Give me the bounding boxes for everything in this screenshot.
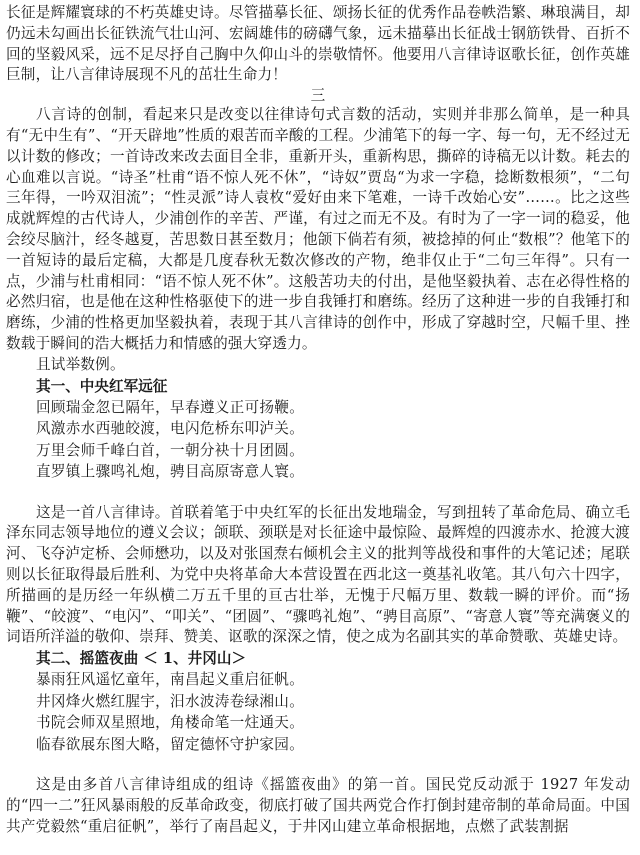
- poem-line: 万里会师千峰白首，一朝分袂十月团圆。: [36, 441, 305, 459]
- poem-line: 暴雨狂风遥忆童年，南昌起义重启征帆。: [36, 671, 305, 689]
- example1-poem: [6, 397, 630, 483]
- example2-commentary: 这是由多首八言律诗组成的组诗《摇篮夜曲》的第一首。国民党反动派于 1927 年发动的“四一二”狂风暴雨般的反革命政变，彻底打破了国共两党合作打倒封建帝制的革命局面。中国共产党毅然“重启征帆”，举行了南昌起义，于井冈山建立革命根据地，点燃了武装割据: [6, 776, 630, 835]
- poem-line: 回顾瑞金忽已隔年，早春遵义正可扬鞭。: [36, 398, 305, 416]
- poem-line: 风激赤水西驰皎渡，电闪危桥东叩泸关。: [36, 420, 305, 438]
- examples-intro: 且试举数例。: [36, 355, 125, 373]
- poem-line: 临春欲展东图大略，留定德怀守护家园。: [36, 735, 305, 753]
- spacer: [6, 755, 630, 775]
- example1-title: 其一、中央红军远征: [36, 377, 168, 395]
- example1-commentary: 这是一首八言律诗。首联着笔于中央红军的长征出发地瑞金，写到扭转了革命危局、确立毛泽东同志领导地位的遵义会议；颌联、颈联是对长征途中最惊险、最辉煌的四渡赤水、抢渡大渡河、飞夺泸定桥、会师懋功，以及对张国焘右倾机会主义的批判等战役和事件的大笔记述；尾联则以长征取得最后胜利、为党中央将革命大本营设置在西北这一奠基礼收笔。其八句六十四字，所描画的是历经一年纵横二万五千里的亘古壮举，无愧于尺幅万里、数载一瞬的评价。而“扬鞭”、“皎渡”、“电闪”、“叩关”、“团圆”、“骤鸣礼炮”、“骋目高原”、“寄意人寰”等充满褒义的词语所洋溢的敬仰、崇拜、赞美、讴歌的深深之情，使之成为名副其实的革命赞歌、英雄史诗。: [6, 503, 630, 646]
- main-paragraph: 八言诗的创制，看起来只是改变以往律诗句式言数的活动，实则并非那么简单，是一种具有“无中生有”、“开天辟地”性质的艰苦而辛酸的工程。少浦笔下的每一字、每一句，无不经过无以计数的修改；一首诗改来改去面目全非，重新开头，重新构思，撕碎的诗稿无以计数。耗去的心血难以言说。“诗圣”杜甫“语不惊人死不休”，“诗奴”贾岛“为求一字稳，捻断数根须”，“二句三年得，一吟双泪流”；“性灵派”诗人袁枚“爱好由来下笔难，一诗千改始心安”……。比之这些成就辉煌的古代诗人，少浦创作的辛苦、严谨，有过之而无不及。有时为了一字一词的稳妥，他会绞尽脑汁，经冬越夏，苦思数日甚至数月；他颌下倘若有须，被捻掉的何止“数根”？他笔下的一首短诗的最后定稿，大都是几度春秋无数次修改的产物，绝非仅止于“二句三年得”。只有一点，少浦与杜甫相同：“语不惊人死不休”。这般苦功夫的付出，是他坚毅执着、志在必得性格的必然归宿，也是他在这种性格驱使下的进一步自我锤打和磨练。经历了这种进一步的自我锤打和磨练，少浦的性格更加坚毅执着，表现于其八言律诗的创作中，形成了穿越时空，尺幅千里、挫数载于瞬间的浩大概括力和情感的强大穿透力。: [6, 106, 630, 352]
- poem-line: 书院会师双星照地，角楼命笔一炷通天。: [36, 714, 305, 732]
- poem-line: 井冈烽火燃红腥宇，汨水波涛卷绿湘山。: [36, 692, 305, 710]
- intro-paragraph: 长征是辉耀寰球的不朽英雄史诗。尽管描摹长征、颂扬长征的优秀作品卷帙浩繁、琳琅满目，却仍远未勾画出长征铁流气壮山河、宏阔雄伟的磅礴气象，远未描摹出长征战士钢筋铁骨、百折不回的坚毅风采，远不足尽抒自己胸中久仰山斗的崇敬情怀。他要用八言律诗讴歌长征，创作英雄巨制，让八言律诗展现不凡的茁壮生命力！: [6, 4, 630, 84]
- section-number: 三: [310, 87, 326, 105]
- spacer: [6, 483, 630, 503]
- example2-title: 其二、摇篮夜曲 ＜ 1、井冈山＞: [36, 650, 247, 668]
- example2-poem: [6, 669, 630, 755]
- poem-line: 直罗镇上骤鸣礼炮，骋目高原寄意人寰。: [36, 463, 305, 481]
